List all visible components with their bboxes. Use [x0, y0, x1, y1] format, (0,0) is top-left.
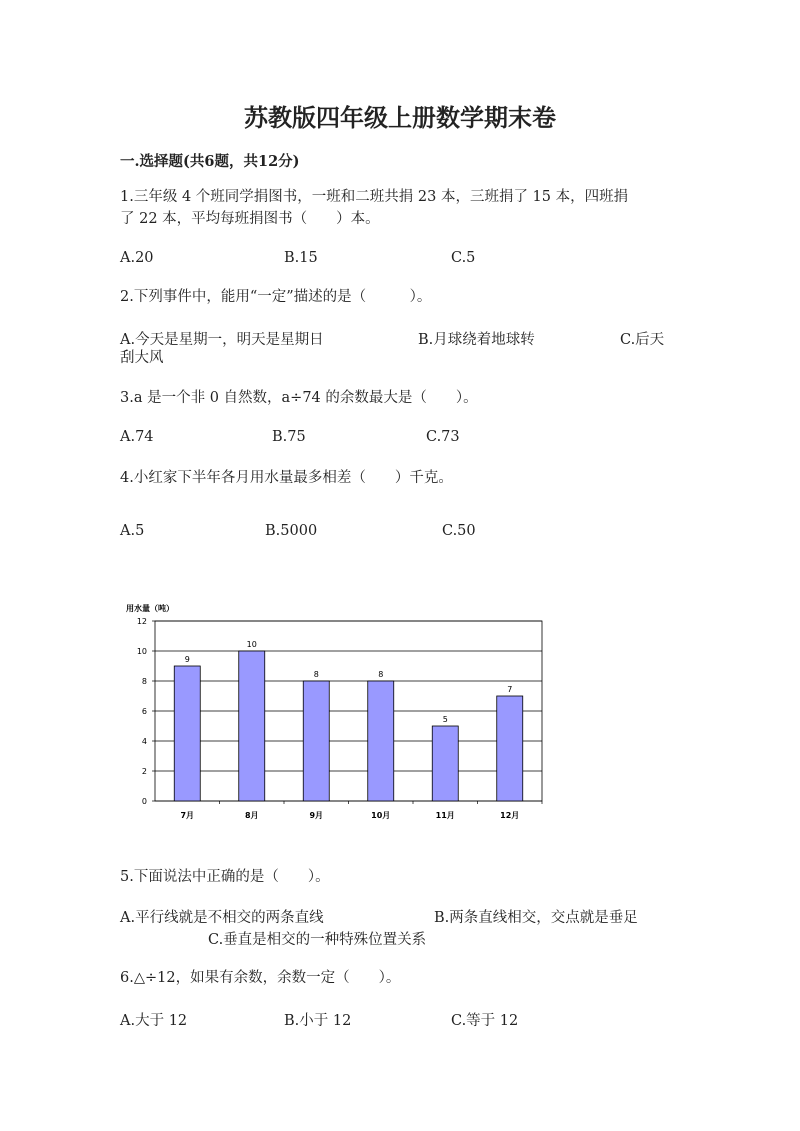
y-tick-label: 10: [136, 647, 147, 656]
x-tick-label: 12月: [500, 811, 520, 820]
bar-value-label: 10: [246, 640, 257, 649]
question-5-option-c[interactable]: C.垂直是相交的一种特殊位置关系: [208, 932, 427, 948]
water-usage-bar-chart: [120, 600, 560, 830]
y-tick-label: 6: [141, 707, 147, 716]
bar-value-label: 5: [442, 715, 448, 724]
x-tick-label: 11月: [435, 811, 455, 820]
question-1-option-b[interactable]: B.15: [284, 250, 318, 266]
question-3-option-a[interactable]: A.74: [120, 429, 154, 445]
y-tick-label: 8: [141, 677, 147, 686]
question-1-line-1: 1.三年级 4 个班同学捐图书，一班和二班共捐 23 本，三班捐了 15 本，四班捐: [120, 189, 629, 205]
question-3-option-b[interactable]: B.75: [272, 429, 306, 445]
question-1-option-a[interactable]: A.20: [120, 250, 154, 266]
question-4-line-1: 4.小红家下半年各月用水量最多相差（ ）千克。: [120, 470, 453, 486]
question-4-option-b[interactable]: B.5000: [265, 523, 318, 539]
question-5-line-1: 5.下面说法中正确的是（ ）。: [120, 869, 330, 885]
question-6-option-b[interactable]: B.小于 12: [284, 1013, 352, 1029]
question-1-line-2: 了 22 本，平均每班捐图书（ ）本。: [120, 211, 380, 227]
question-5-option-b[interactable]: B.两条直线相交，交点就是垂足: [434, 910, 638, 926]
question-4-option-c[interactable]: C.50: [442, 523, 476, 539]
question-6-option-a[interactable]: A.大于 12: [120, 1013, 188, 1029]
question-2-line-1: 2.下列事件中，能用“一定”描述的是（ ）。: [120, 289, 432, 305]
bar-11月: [432, 726, 458, 801]
x-tick-label: 8月: [244, 811, 259, 820]
x-tick-label: 9月: [309, 811, 324, 820]
bar-value-label: 8: [378, 670, 384, 679]
bar-10月: [368, 681, 394, 801]
question-6-option-c[interactable]: C.等于 12: [451, 1013, 519, 1029]
page-title: 苏教版四年级上册数学期末卷: [244, 103, 556, 132]
x-tick-label: 7月: [180, 811, 195, 820]
question-3-option-c[interactable]: C.73: [426, 429, 460, 445]
y-tick-label: 4: [141, 737, 147, 746]
y-tick-label: 0: [141, 797, 147, 806]
bar-9月: [303, 681, 329, 801]
bar-8月: [239, 651, 265, 801]
section-heading: 一.选择题(共6题，共12分): [120, 153, 300, 170]
question-1-option-c[interactable]: C.5: [451, 250, 476, 266]
bar-12月: [497, 696, 523, 801]
y-axis-title: 用水量（吨）: [126, 604, 174, 613]
y-tick-label: 2: [141, 767, 147, 776]
y-tick-label: 12: [136, 617, 147, 626]
bar-value-label: 8: [313, 670, 319, 679]
bar-value-label: 9: [184, 655, 190, 664]
question-3-line-1: 3.a 是一个非 0 自然数，a÷74 的余数最大是（ ）。: [120, 390, 478, 406]
question-2-option-c[interactable]: C.后天: [620, 332, 665, 348]
question-2-option-c-continued: 刮大风: [120, 350, 164, 366]
x-tick-label: 10月: [371, 811, 391, 820]
question-4-option-a[interactable]: A.5: [120, 523, 145, 539]
question-5-option-a[interactable]: A.平行线就是不相交的两条直线: [120, 910, 324, 926]
question-6-line-1: 6.△÷12，如果有余数，余数一定（ ）。: [120, 970, 401, 986]
bar-value-label: 7: [507, 685, 513, 694]
bar-7月: [174, 666, 200, 801]
question-2-option-b[interactable]: B.月球绕着地球转: [418, 332, 535, 348]
question-2-option-a[interactable]: A.今天是星期一，明天是星期日: [120, 332, 324, 348]
